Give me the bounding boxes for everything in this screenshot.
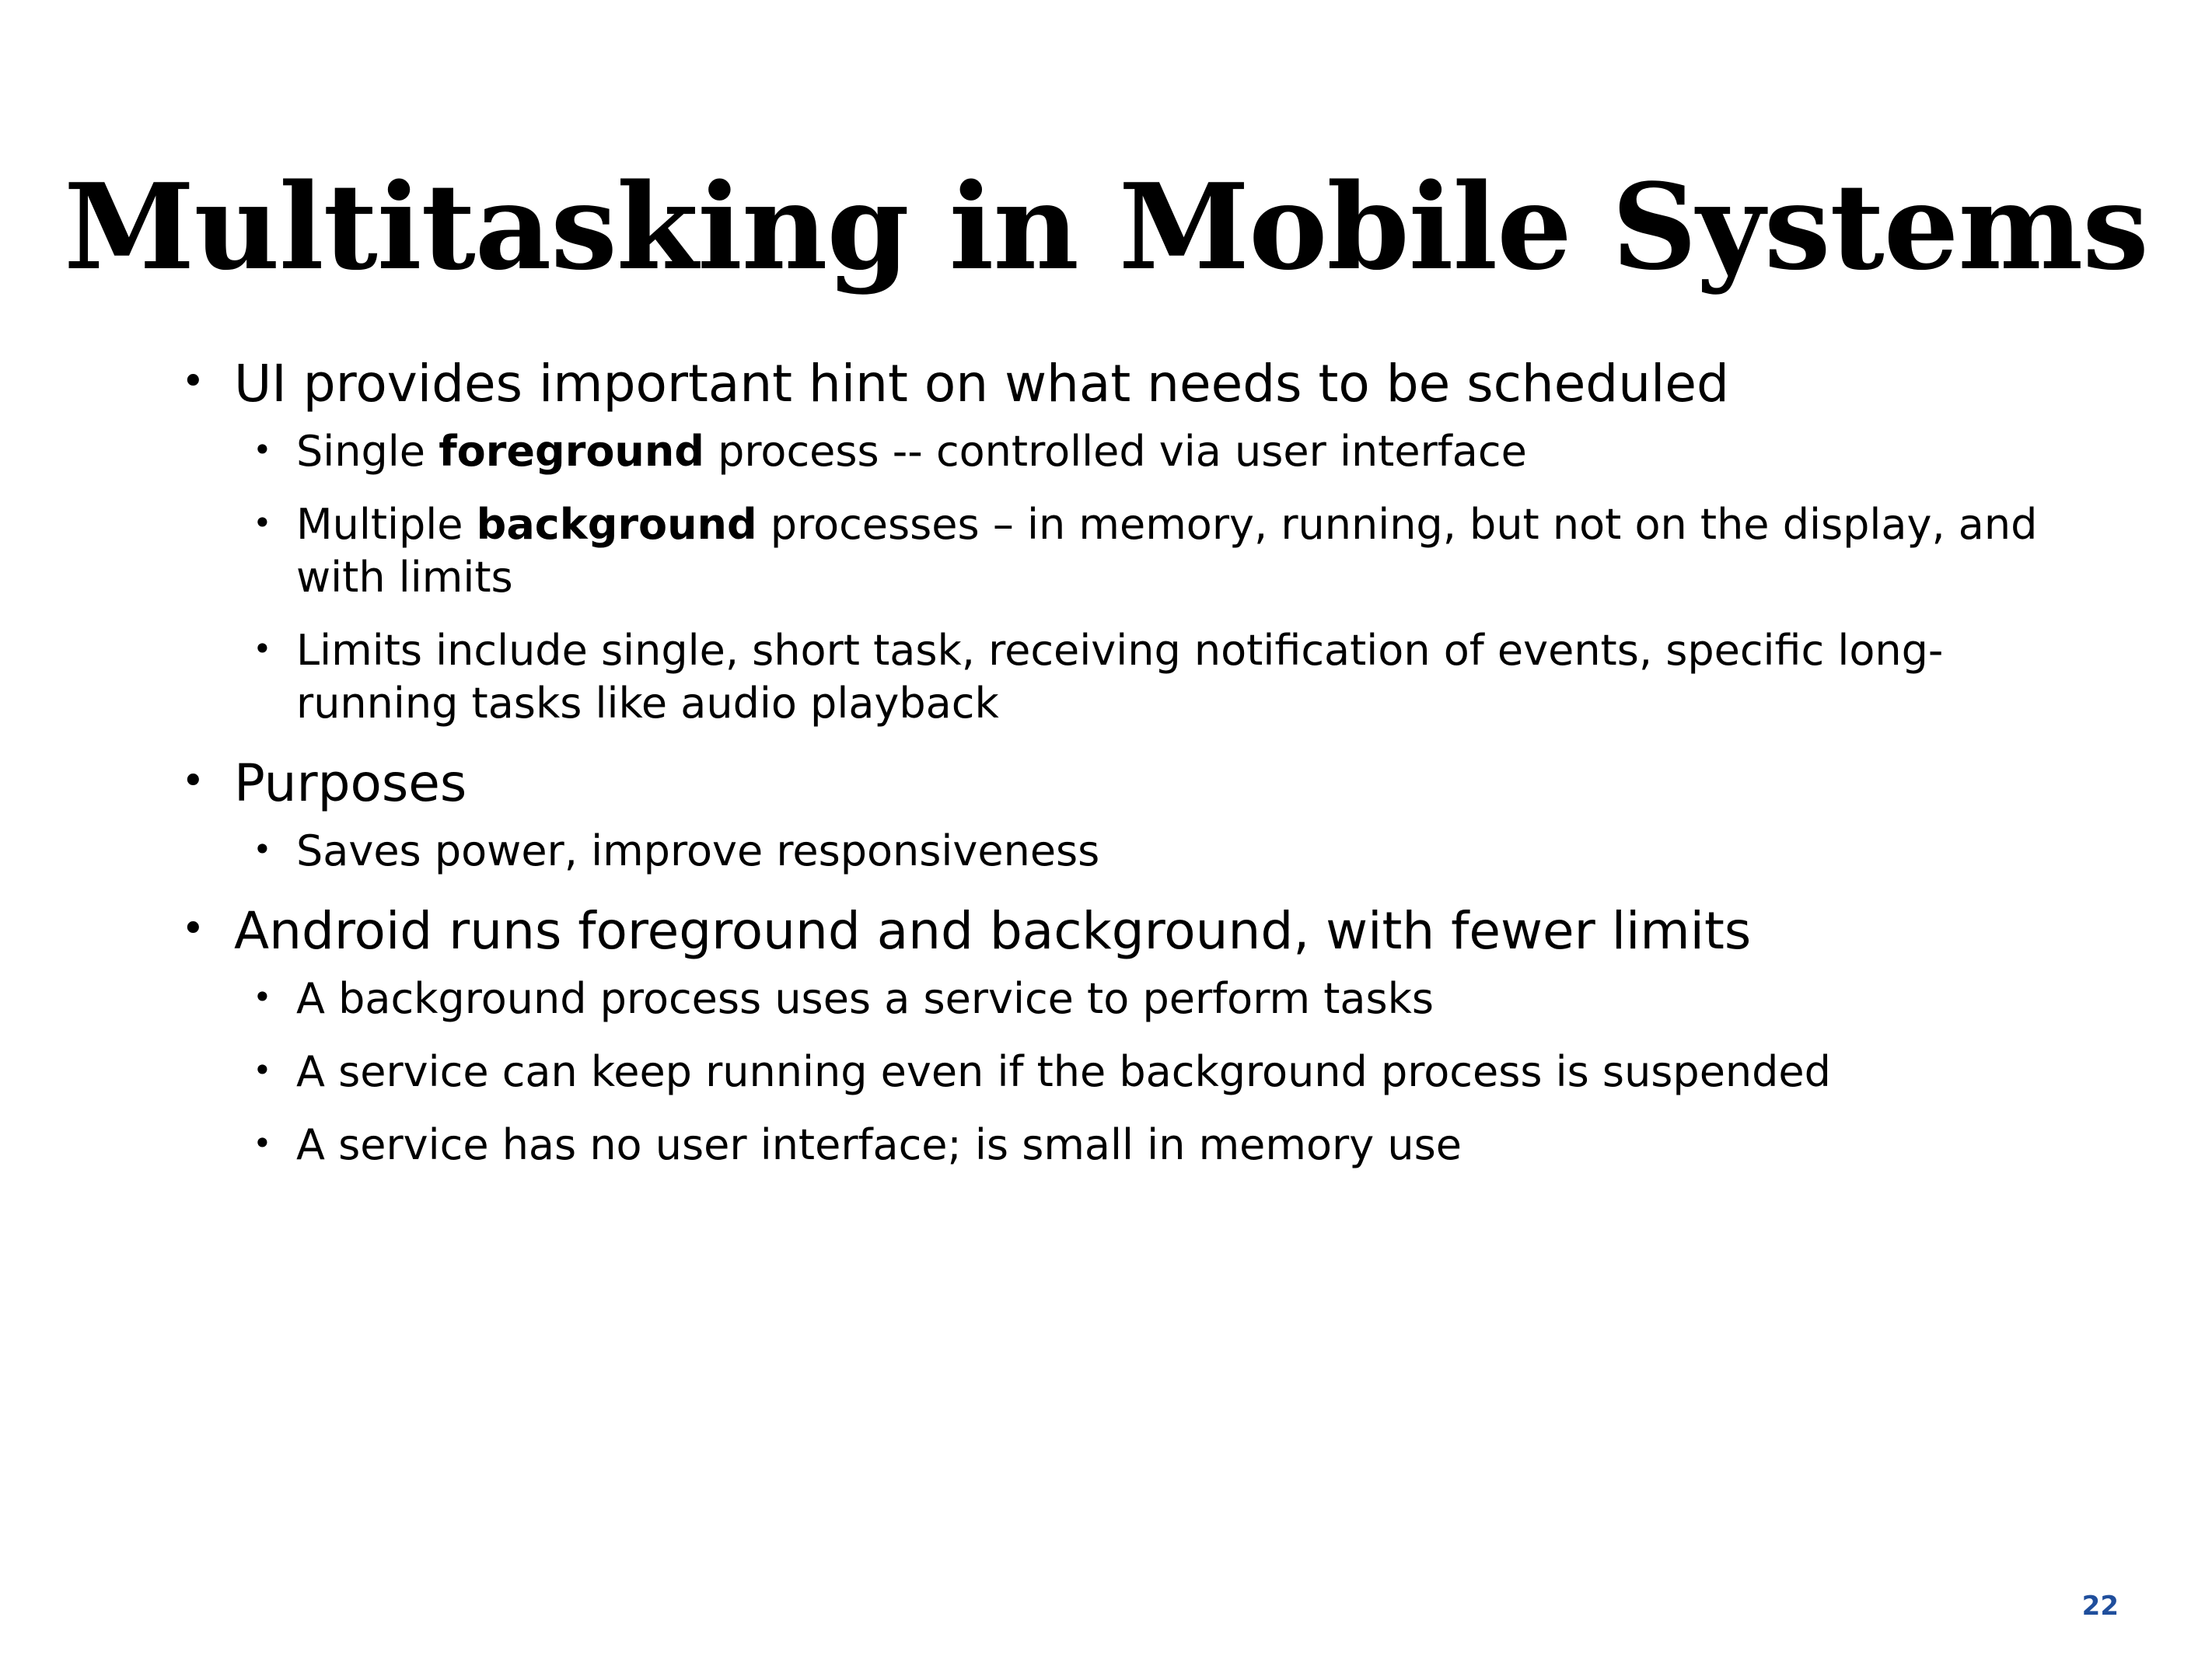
text-post: processes – in memory, running, but not on the display, and with limits bbox=[296, 499, 2038, 602]
bullet-glyph-icon: • bbox=[253, 1123, 272, 1162]
bullet-level1-text: UI provides important hint on what needs to be scheduled bbox=[234, 354, 1729, 414]
slide-body bbox=[167, 354, 2095, 1195]
bullet-list-level-2 bbox=[234, 973, 2095, 1172]
bullet-level1-text: Android runs foreground and background, with fewer limits bbox=[234, 900, 1752, 961]
bullet-level2-text bbox=[296, 626, 1943, 728]
bullet-glyph-icon: • bbox=[253, 830, 272, 868]
bullet-level2-text bbox=[296, 1120, 1462, 1169]
text-pre: A background process uses a service to perform tasks bbox=[296, 973, 1434, 1023]
text-pre: Limits include single, short task, receiving notification of events, specific long-running tasks like audio playback bbox=[296, 625, 1944, 728]
bullet-level2-text bbox=[296, 826, 1099, 875]
page-number: 22 bbox=[2081, 1591, 2119, 1622]
text-pre: A service has no user interface; is small in memory use bbox=[296, 1119, 1462, 1169]
bullet-glyph-icon: • bbox=[253, 1050, 272, 1089]
text-pre: Saves power, improve responsiveness bbox=[296, 826, 1100, 875]
bullet-glyph-icon: • bbox=[253, 503, 272, 542]
bullet-list-level-2 bbox=[234, 425, 2095, 730]
bullet-level1-item bbox=[167, 901, 2095, 1172]
bullet-glyph-icon: • bbox=[181, 358, 205, 405]
bullet-list-level-2 bbox=[234, 825, 2095, 878]
bullet-level1-item bbox=[167, 354, 2095, 730]
bullet-level2-item bbox=[234, 825, 2095, 878]
bullet-level2-item bbox=[234, 624, 2095, 730]
text-emphasis: background bbox=[476, 499, 757, 549]
bullet-level2-item bbox=[234, 425, 2095, 478]
bullet-glyph-icon: • bbox=[181, 758, 205, 805]
text-pre: A service can keep running even if the background process is suspended bbox=[296, 1046, 1831, 1096]
bullet-level2-item bbox=[234, 1119, 2095, 1172]
bullet-glyph-icon: • bbox=[253, 629, 272, 668]
text-pre: Single bbox=[296, 426, 439, 476]
bullet-list-level-1 bbox=[167, 354, 2095, 1172]
bullet-level2-item bbox=[234, 1046, 2095, 1098]
bullet-glyph-icon: • bbox=[253, 977, 272, 1016]
bullet-level1-item bbox=[167, 753, 2095, 878]
text-emphasis: foreground bbox=[439, 426, 704, 476]
bullet-level2-item bbox=[234, 498, 2095, 604]
bullet-level1-text: Purposes bbox=[234, 753, 467, 814]
text-post: process -- controlled via user interface bbox=[704, 426, 1527, 476]
slide-title: Multitasking in Mobile Systems bbox=[64, 156, 2148, 296]
bullet-glyph-icon: • bbox=[181, 905, 205, 952]
bullet-level2-text bbox=[296, 1047, 1831, 1096]
bullet-level2-text bbox=[296, 974, 1434, 1023]
bullet-level2-item bbox=[234, 973, 2095, 1025]
text-pre: Multiple bbox=[296, 499, 477, 549]
bullet-level2-text bbox=[296, 500, 2037, 602]
bullet-level2-text bbox=[296, 427, 1527, 476]
bullet-glyph-icon: • bbox=[253, 430, 272, 469]
